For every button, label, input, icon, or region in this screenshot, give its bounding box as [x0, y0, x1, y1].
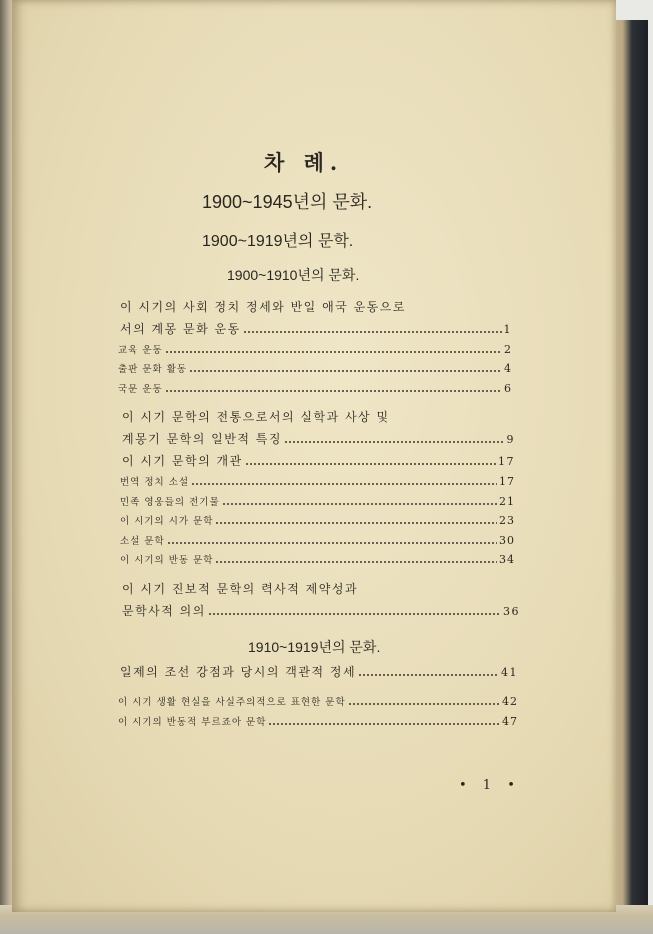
leader-dots [165, 351, 502, 353]
leader-dots [191, 483, 497, 485]
toc-entry [120, 494, 515, 508]
toc-entry-label: 이 시기의 반동 문학 [120, 555, 214, 566]
toc-entry [122, 452, 515, 469]
toc-entry [120, 552, 515, 566]
toc-entry-label: 이 시기 문학의 개관 [122, 454, 243, 468]
leader-dots [348, 703, 500, 705]
toc-entry-label: 출판 문화 활동 [118, 364, 188, 375]
toc-entry-label: 번역 정치 소설 [120, 477, 190, 488]
toc-entry-page: 30 [499, 534, 515, 547]
leader-dots [167, 542, 497, 544]
toc-entry [120, 533, 515, 547]
toc-entry-label: 이 시기의 반동적 부르죠아 문학 [118, 717, 267, 728]
toc-entry-page: 17 [498, 455, 515, 468]
toc-entry-page: 34 [499, 553, 515, 566]
sub-heading: 1900~1919년의 문학. [202, 233, 354, 250]
toc-entry-page: 2 [504, 343, 512, 356]
toc-entry-page: 36 [503, 605, 520, 618]
toc-entry [118, 714, 518, 728]
toc-entry [122, 602, 520, 619]
toc-entry-page: 41 [501, 666, 518, 679]
toc-entry [122, 408, 602, 425]
toc-entry-page: 4 [504, 362, 512, 375]
toc-entry-label: 문학사적 의의 [122, 604, 206, 618]
toc-entry [122, 580, 602, 597]
toc-entry-label: 서의 계몽 문화 운동 [120, 322, 241, 336]
toc-entry-label: 계몽기 문학의 일반적 특징 [122, 432, 282, 446]
leader-dots [268, 723, 500, 725]
toc-entry-label: 민족 영웅들의 전기물 [120, 497, 220, 508]
toc-entry-page: 42 [502, 695, 518, 708]
leader-dots [215, 561, 497, 563]
book-cover-edge [612, 20, 648, 920]
leader-dots [222, 503, 497, 505]
toc-entry-label: 일제의 조선 강점과 당시의 객관적 정세 [120, 665, 357, 679]
toc-entry-label: 이 시기의 사회 정치 정세와 반일 애국 운동으로 [120, 300, 406, 314]
toc-entry [122, 430, 515, 447]
leader-dots [245, 463, 496, 465]
toc-entry-label: 소설 문학 [120, 536, 165, 547]
leader-dots [243, 331, 502, 333]
toc-entry [120, 663, 518, 680]
leader-dots [189, 370, 502, 372]
toc-entry-page: 23 [499, 514, 515, 527]
leader-dots [208, 613, 501, 615]
toc-entry [118, 361, 512, 375]
page-number: • 1 • [459, 778, 521, 793]
section-heading-1910-1919: 1910~1919년의 문화. [248, 639, 381, 655]
leader-dots [358, 674, 499, 676]
page-title: 차 례. [264, 150, 344, 175]
book-page [12, 0, 616, 912]
toc-entry-page: 1 [503, 323, 512, 336]
toc-entry-label: 이 시기 문학의 전통으로서의 실학과 사상 및 [122, 410, 390, 424]
toc-entry-label: 이 시기 진보적 문학의 력사적 제약성과 [122, 582, 359, 596]
toc-entry-label: 국문 운동 [118, 384, 163, 395]
toc-entry [118, 342, 512, 356]
toc-entry-label: 이 시기 생활 현실을 사실주의적으로 표현한 문학 [118, 697, 346, 708]
toc-entry-page: 21 [499, 495, 515, 508]
section-heading-1900-1910: 1900~1910년의 문화. [227, 267, 360, 283]
main-heading: 1900~1945년의 문화. [202, 192, 373, 212]
leader-dots [284, 441, 505, 443]
toc-entry-page: 9 [506, 433, 515, 446]
toc-entry [120, 320, 512, 337]
toc-entry-label: 이 시기의 시가 문학 [120, 516, 214, 527]
toc-entry-page: 17 [499, 475, 515, 488]
toc-entry-page: 47 [502, 715, 518, 728]
toc-entry [120, 298, 600, 315]
leader-dots [215, 522, 497, 524]
toc-entry [118, 381, 512, 395]
toc-entry [120, 474, 515, 488]
toc-entry-label: 교육 운동 [118, 345, 163, 356]
toc-entry-page: 6 [504, 382, 512, 395]
leader-dots [165, 390, 502, 392]
toc-entry [120, 513, 515, 527]
toc-entry [118, 694, 518, 708]
